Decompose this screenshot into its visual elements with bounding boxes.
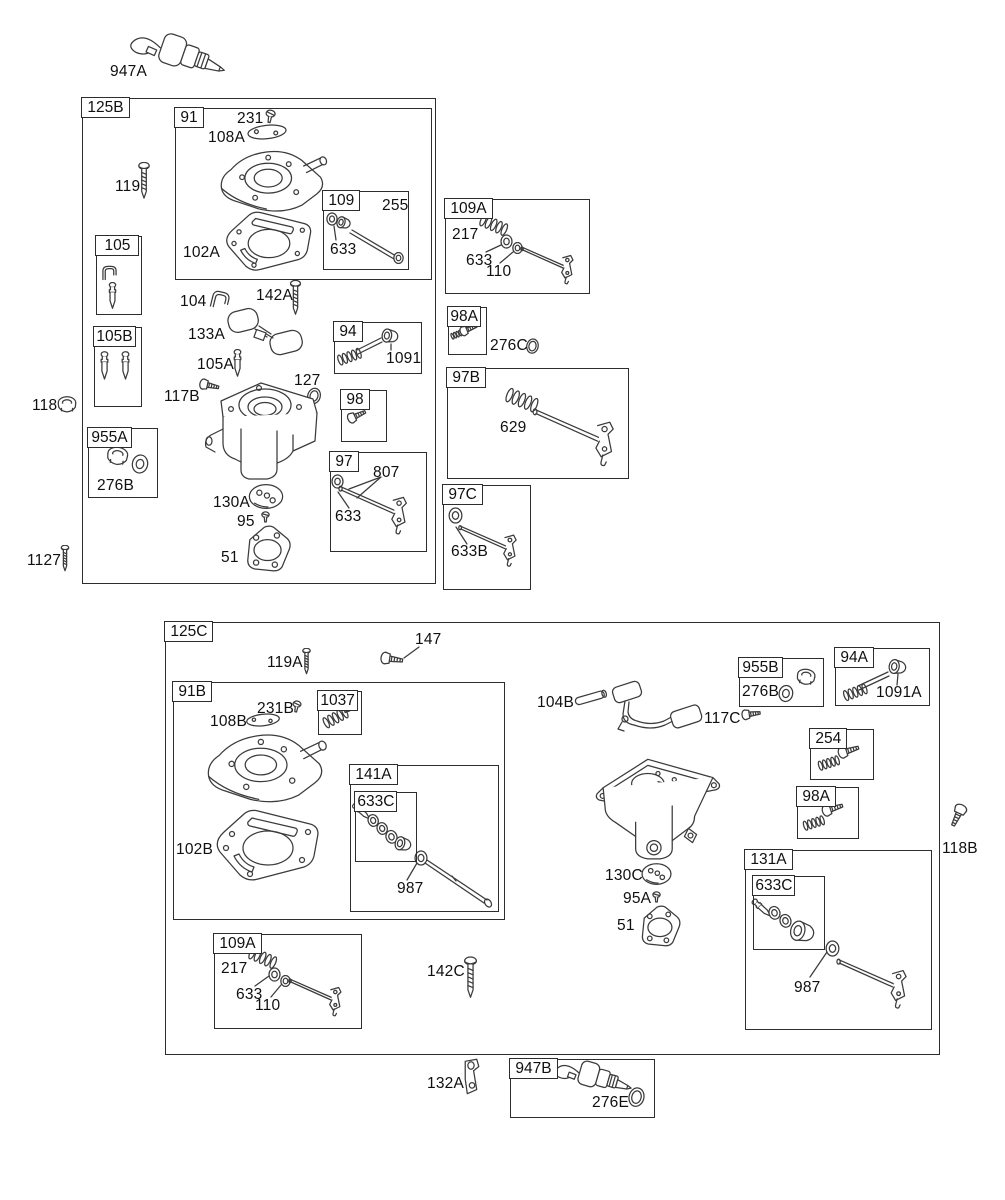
group-box-98 [341, 390, 387, 442]
box-label-91: 91 [174, 107, 203, 128]
group-box-97B [447, 368, 629, 479]
callout-633: 633 [236, 986, 263, 1003]
callout-117B: 117B [164, 388, 200, 405]
callout-987: 987 [397, 880, 424, 897]
box-label-98A: 98A [796, 786, 836, 807]
screw-1127-icon [61, 545, 68, 570]
box-label-105: 105 [95, 235, 139, 256]
callout-217: 217 [452, 226, 479, 243]
callout-633: 633 [466, 252, 493, 269]
box-label-109A: 109A [444, 198, 492, 219]
group-box-947B [510, 1059, 655, 1118]
group-box-98A [448, 307, 487, 355]
bracket-132A-icon [465, 1059, 479, 1094]
callout-255: 255 [382, 197, 409, 214]
callout-102B: 102B [176, 841, 213, 858]
box-label-98A: 98A [447, 306, 481, 327]
callout-119: 119 [115, 178, 141, 195]
callout-127: 127 [294, 372, 321, 389]
box-label-98: 98 [340, 389, 369, 410]
box-label-955B: 955B [738, 657, 782, 678]
group-box-633C-lower [753, 876, 825, 950]
callout-1127: 1127 [27, 552, 62, 569]
bolt-118B-icon [948, 802, 968, 827]
callout-104: 104 [180, 293, 207, 310]
group-box-105B [94, 327, 142, 407]
callout-104B: 104B [537, 694, 574, 711]
callout-132A: 132A [427, 1075, 464, 1092]
callout-105A: 105A [197, 356, 234, 373]
box-label-109: 109 [322, 190, 360, 211]
callout-110: 110 [486, 263, 512, 280]
callout-633B: 633B [451, 543, 488, 560]
callout-633: 633 [330, 241, 357, 258]
group-box-254 [810, 729, 874, 780]
callout-987: 987 [794, 979, 821, 996]
box-label-97C: 97C [442, 484, 482, 505]
callout-276E: 276E [592, 1094, 629, 1111]
callout-1091: 1091 [386, 350, 422, 367]
callout-130A: 130A [213, 494, 250, 511]
box-label-254: 254 [809, 728, 847, 749]
callout-142A: 142A [256, 287, 293, 304]
box-label-105B: 105B [93, 326, 135, 347]
callout-110: 110 [255, 997, 281, 1014]
nut-118-icon [58, 397, 75, 412]
callout-119A: 119A [267, 654, 303, 671]
callout-130C: 130C [605, 867, 643, 884]
group-box-97C [443, 485, 531, 590]
box-label-141A: 141A [349, 764, 397, 785]
callout-108B: 108B [210, 713, 247, 730]
callout-807: 807 [373, 464, 400, 481]
callout-276C: 276C [490, 337, 528, 354]
callout-276B: 276B [742, 683, 779, 700]
box-label-131A: 131A [744, 849, 792, 870]
callout-118: 118 [32, 397, 58, 414]
callout-276B: 276B [97, 477, 134, 494]
callout-217: 217 [221, 960, 248, 977]
callout-142C: 142C [427, 963, 465, 980]
group-box-109A-lower [214, 934, 362, 1029]
box-label-955A: 955A [87, 427, 131, 448]
callout-95A: 95A [623, 890, 652, 907]
box-label-1037: 1037 [317, 690, 357, 711]
callout-633: 633 [335, 508, 362, 525]
box-label-94A: 94A [834, 647, 874, 668]
callout-231: 231 [237, 110, 264, 127]
callout-102A: 102A [183, 244, 220, 261]
callout-95: 95 [237, 513, 255, 530]
box-label-125B: 125B [81, 97, 129, 118]
group-box-1037 [318, 691, 362, 735]
callout-629: 629 [500, 419, 527, 436]
box-label-109A: 109A [213, 933, 261, 954]
box-label-947B: 947B [509, 1058, 557, 1079]
box-label-97: 97 [329, 451, 358, 472]
callout-108A: 108A [208, 129, 245, 146]
callout-1091A: 1091A [876, 684, 922, 701]
box-label-97B: 97B [446, 367, 486, 388]
group-box-105 [96, 236, 142, 315]
callout-117C: 117C [704, 710, 741, 727]
group-box-98A-lower [797, 787, 859, 839]
box-label-94: 94 [333, 321, 362, 342]
callout-51: 51 [221, 549, 239, 566]
box-label-125C: 125C [164, 621, 213, 642]
box-label-91B: 91B [172, 681, 212, 702]
box-label-633C: 633C [752, 875, 795, 896]
callout-133A: 133A [188, 326, 225, 343]
callout-51: 51 [617, 917, 635, 934]
callout-118B: 118B [942, 840, 978, 857]
callout-147: 147 [415, 631, 442, 648]
callout-947A: 947A [110, 63, 147, 80]
box-label-633C: 633C [354, 791, 397, 812]
callout-231B: 231B [257, 700, 294, 717]
group-box-633C [355, 792, 417, 862]
group-box-109A [445, 199, 590, 294]
